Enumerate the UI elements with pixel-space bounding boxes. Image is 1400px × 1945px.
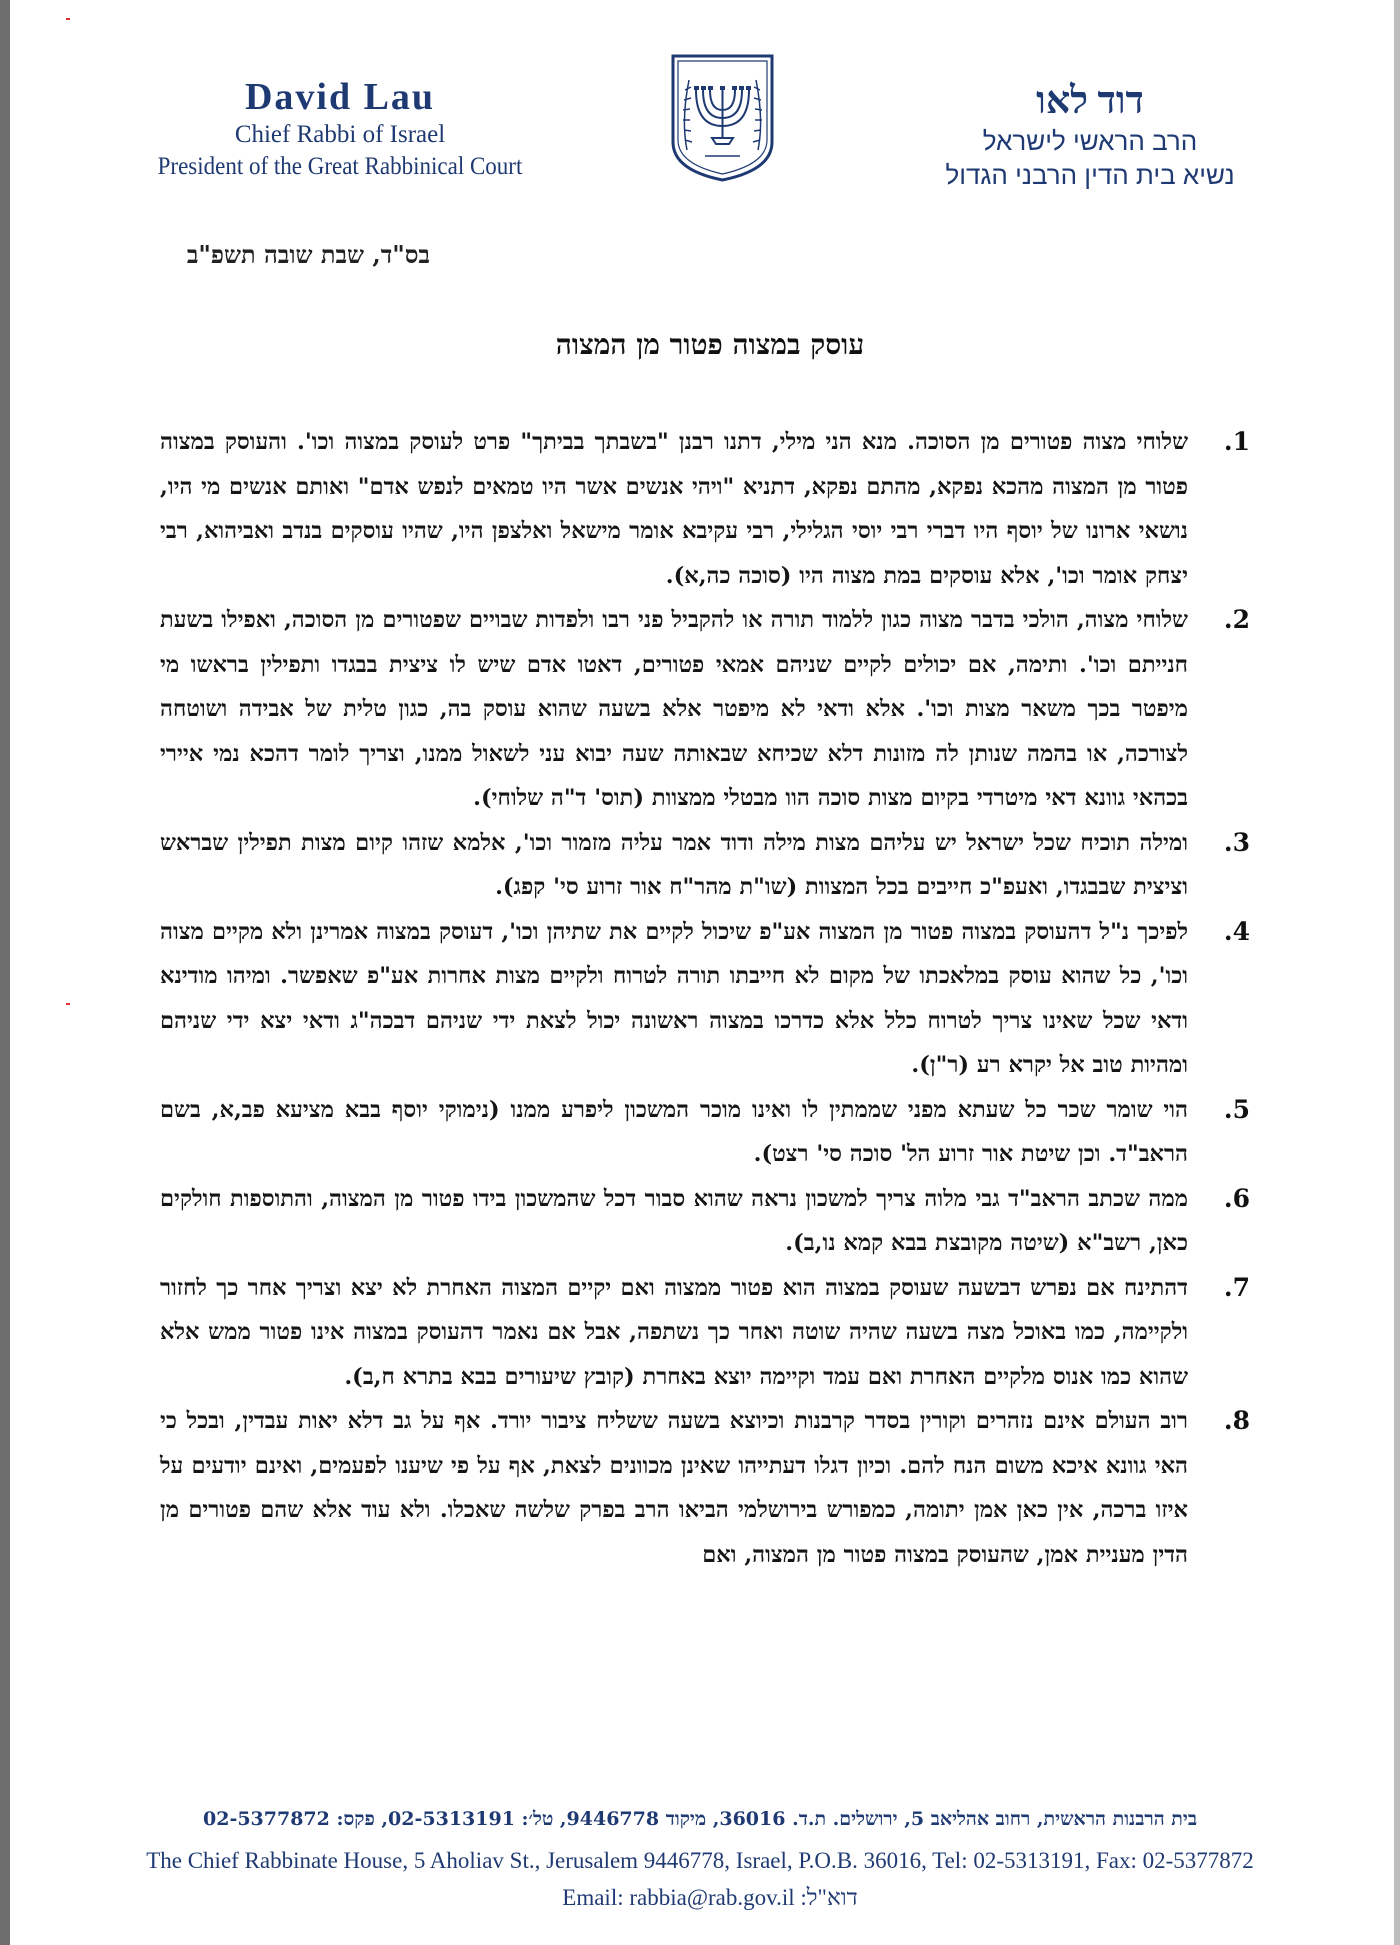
- paragraph-item: [160, 598, 1250, 821]
- document-page: [10, 0, 1394, 1945]
- paragraph-text: ממה שכתב הראב"ד גבי מלוה צריך למשכון נראה שהוא סבור דכל שהמשכון בידו פטור מן המצוה, והתוספות חולקים כאן, רשב"א (שיטה מקובצת בבא קמא נו,ב).: [160, 1185, 1188, 1256]
- paragraph-number: 7.: [1223, 1272, 1250, 1302]
- paragraph-text: לפיכך נ"ל דהעוסק במצוה פטור מן המצוה אע"פ שיכול לקיים את שתיהן וכו', דעוסק במצוה אמרינן ולא מקיים מצוה וכו', כל שהוא עוסק במלאכתו של מקום לא חייבתו תורה לטרוח ולקיים מצות אחרות אע"פ שאפשר. ומיהו מודינא ודאי שכל שאינו צריך לטרוח כלל אלא כדרכו במצוה ראשונה יכול לצאת ידי שניהם דבכה"ג ודאי יצא ידי שניהם ומהיות טוב אל יקרא רע (ר"ן).: [160, 918, 1188, 1078]
- paragraph-item: [160, 910, 1250, 1088]
- paragraph-number: 5.: [1223, 1094, 1250, 1124]
- paragraph-item: [160, 821, 1250, 910]
- paragraph-item: [160, 1088, 1250, 1177]
- footer-english-address: The Chief Rabbinate House, 5 Aholiav St., Jerusalem 9446778, Israel, P.O.B. 36016, Tel: 02-5313191, Fax: 02-5377872: [146, 1848, 1254, 1873]
- paragraph-text: הוי שומר שכר כל שעתא מפני שממתין לו ואינו מוכר המשכון ליפרע ממנו (נימוקי יוסף בבא מציעא פב,א, בשם הראב"ד. וכן שיטת אור זרוע הל' סוכה סי' רצט).: [160, 1096, 1188, 1167]
- he-title: הרב הראשי לישראל: [982, 126, 1198, 156]
- paragraph-item: [160, 1266, 1250, 1400]
- paragraph-number: 2.: [1223, 605, 1250, 634]
- paragraph-number: 1.: [1223, 427, 1250, 456]
- paragraph-number: 4.: [1223, 916, 1250, 946]
- paragraph-item: [160, 420, 1250, 598]
- he-name: דוד לאו: [1036, 80, 1144, 122]
- footer-hebrew-address: בית הרבנות הראשית, רחוב אהליאב 5, ירושלים. ת.ד. 36016, מיקוד 9446778, טל׳: 02-5313191, פקס: 02-5377872: [203, 1808, 1197, 1830]
- paragraph-text: דהתינח אם נפרש דבשעה שעוסק במצוה הוא פטור ממצוה ואם יקיים המצוה האחרת לא יצא וצריך אחר כך לחזור ולקיימה, כמו באוכל מצה בשעה שהיה שוטה ואחר כך נשתפה, אבל אם נאמר דהעוסק במצוה אינו פטור ממש אלא שהוא כמו אנוס מלקיים האחרת ואם עמד וקיימה יוצא באחרת (קובץ שיעורים בבא בתרא ח,ב).: [160, 1274, 1188, 1390]
- scan-left-edge: [0, 0, 10, 1945]
- paragraph-item: [160, 1399, 1250, 1577]
- numbered-paragraphs: [160, 420, 1250, 1577]
- he-title-court: נשיא בית הדין הרבני הגדול: [945, 160, 1235, 190]
- scan-mark: [66, 1003, 70, 1005]
- en-name: David Lau: [244, 76, 436, 118]
- paragraph-text: שלוחי מצוה פטורים מן הסוכה. מנא הני מילי, דתנו רבנן "בשבתך בביתך" פרט לעוסק במצוה וכו'. והעוסק במצוה פטור מן המצוה מהכא נפקא, מהתם נפקא, דתניא "ויהי אנשים אשר היו טמאים לנפש אדם" ואותם אנשים מי היו, נושאי ארונו של יוסף היו דברי רבי יוסי הגלילי, רבי עקיבא אומר מישאל ואלצפן היו, שהיו עוסקים בנדב ואביהוא, רבי יצחק אומר וכו', אלא עוסקים במת מצוה היו (סוכה כה,א).: [160, 429, 1188, 589]
- paragraph-text: שלוחי מצוה, הולכי בדבר מצוה כגון ללמוד תורה או להקביל פני רבו ולפדות שבויים שפטורים מן הסוכה, ואפילו בשעת חנייתם וכו'. ותימה, אם יכולים לקיים שניהם אמאי פטורים, דאטו אדם שיש לו ציצית בבגדו ותפילין בראשו מי מיפטר בכך משאר מצות וכו'. אלא ודאי לא מיפטר אלא בשעה שהוא עוסק בה, כגון טלית של אבידה ושוטחה לצורכה, או בהמה שנותן לה מזונות דלא שכיחא שבאותה שעה יבוא עני לשאול ממנו, וצריך לומר דהכא נמי איירי בכהאי גוונא דאי מיטרדי בקיום מצות סוכה הוו מבטלי ממצוות (תוס' ד"ה שלוחי).: [160, 607, 1188, 811]
- document-title: עוסק במצוה פטור מן המצוה: [555, 328, 865, 361]
- state-emblem-menorah-icon: [665, 50, 780, 185]
- paragraph-number: 6.: [1223, 1183, 1250, 1213]
- english-letterhead: [130, 75, 550, 183]
- scan-right-edge: [1394, 0, 1400, 1945]
- en-title-court: President of the Great Rabbinical Court: [157, 153, 523, 180]
- footer-email: Email: rabbia@rab.gov.il :דוא"ל: [562, 1885, 858, 1910]
- paragraph-text: רוב העולם אינם נזהרים וקורין בסדר קרבנות וכיוצא בשעה ששליח ציבור יורד. אף על גב דלא יאות עבדין, ובכל כי האי גוונא איכא משום הנח להם. וכיון דגלו דעתייהו שאינן מכוונים לצאת, אף על פי שיענו לפעמים, ואינם יודעים על איזו ברכה, אין כאן אמן יתומה, כמפורש בירושלמי הביאו הרב בפרק שלשה שאכלו. ולא עוד אלא שהם פטורים מן הדין מעניית אמן, שהעוסק במצוה פטור מן המצוה, ואם: [160, 1408, 1188, 1568]
- paragraph-item: [160, 1177, 1250, 1266]
- paragraph-text: ומילה תוכיח שכל ישראל יש עליהם מצות מילה ודוד אמר עליה מזמור וכו', אלמא שזהו קיום מצות תפילין שבראש וציצית שבבגדו, ואעפ"כ חייבים בכל המצוות (שו"ת מהר"ח אור זרוע סי' קפג).: [160, 829, 1188, 900]
- paragraph-number: 3.: [1223, 827, 1250, 857]
- en-title: Chief Rabbi of Israel: [234, 121, 446, 148]
- scan-mark: [66, 18, 70, 20]
- paragraph-number: 8.: [1223, 1406, 1250, 1435]
- document-date: בס"ד, שבת שובה תשפ"ב: [186, 240, 430, 269]
- hebrew-letterhead: [890, 78, 1290, 192]
